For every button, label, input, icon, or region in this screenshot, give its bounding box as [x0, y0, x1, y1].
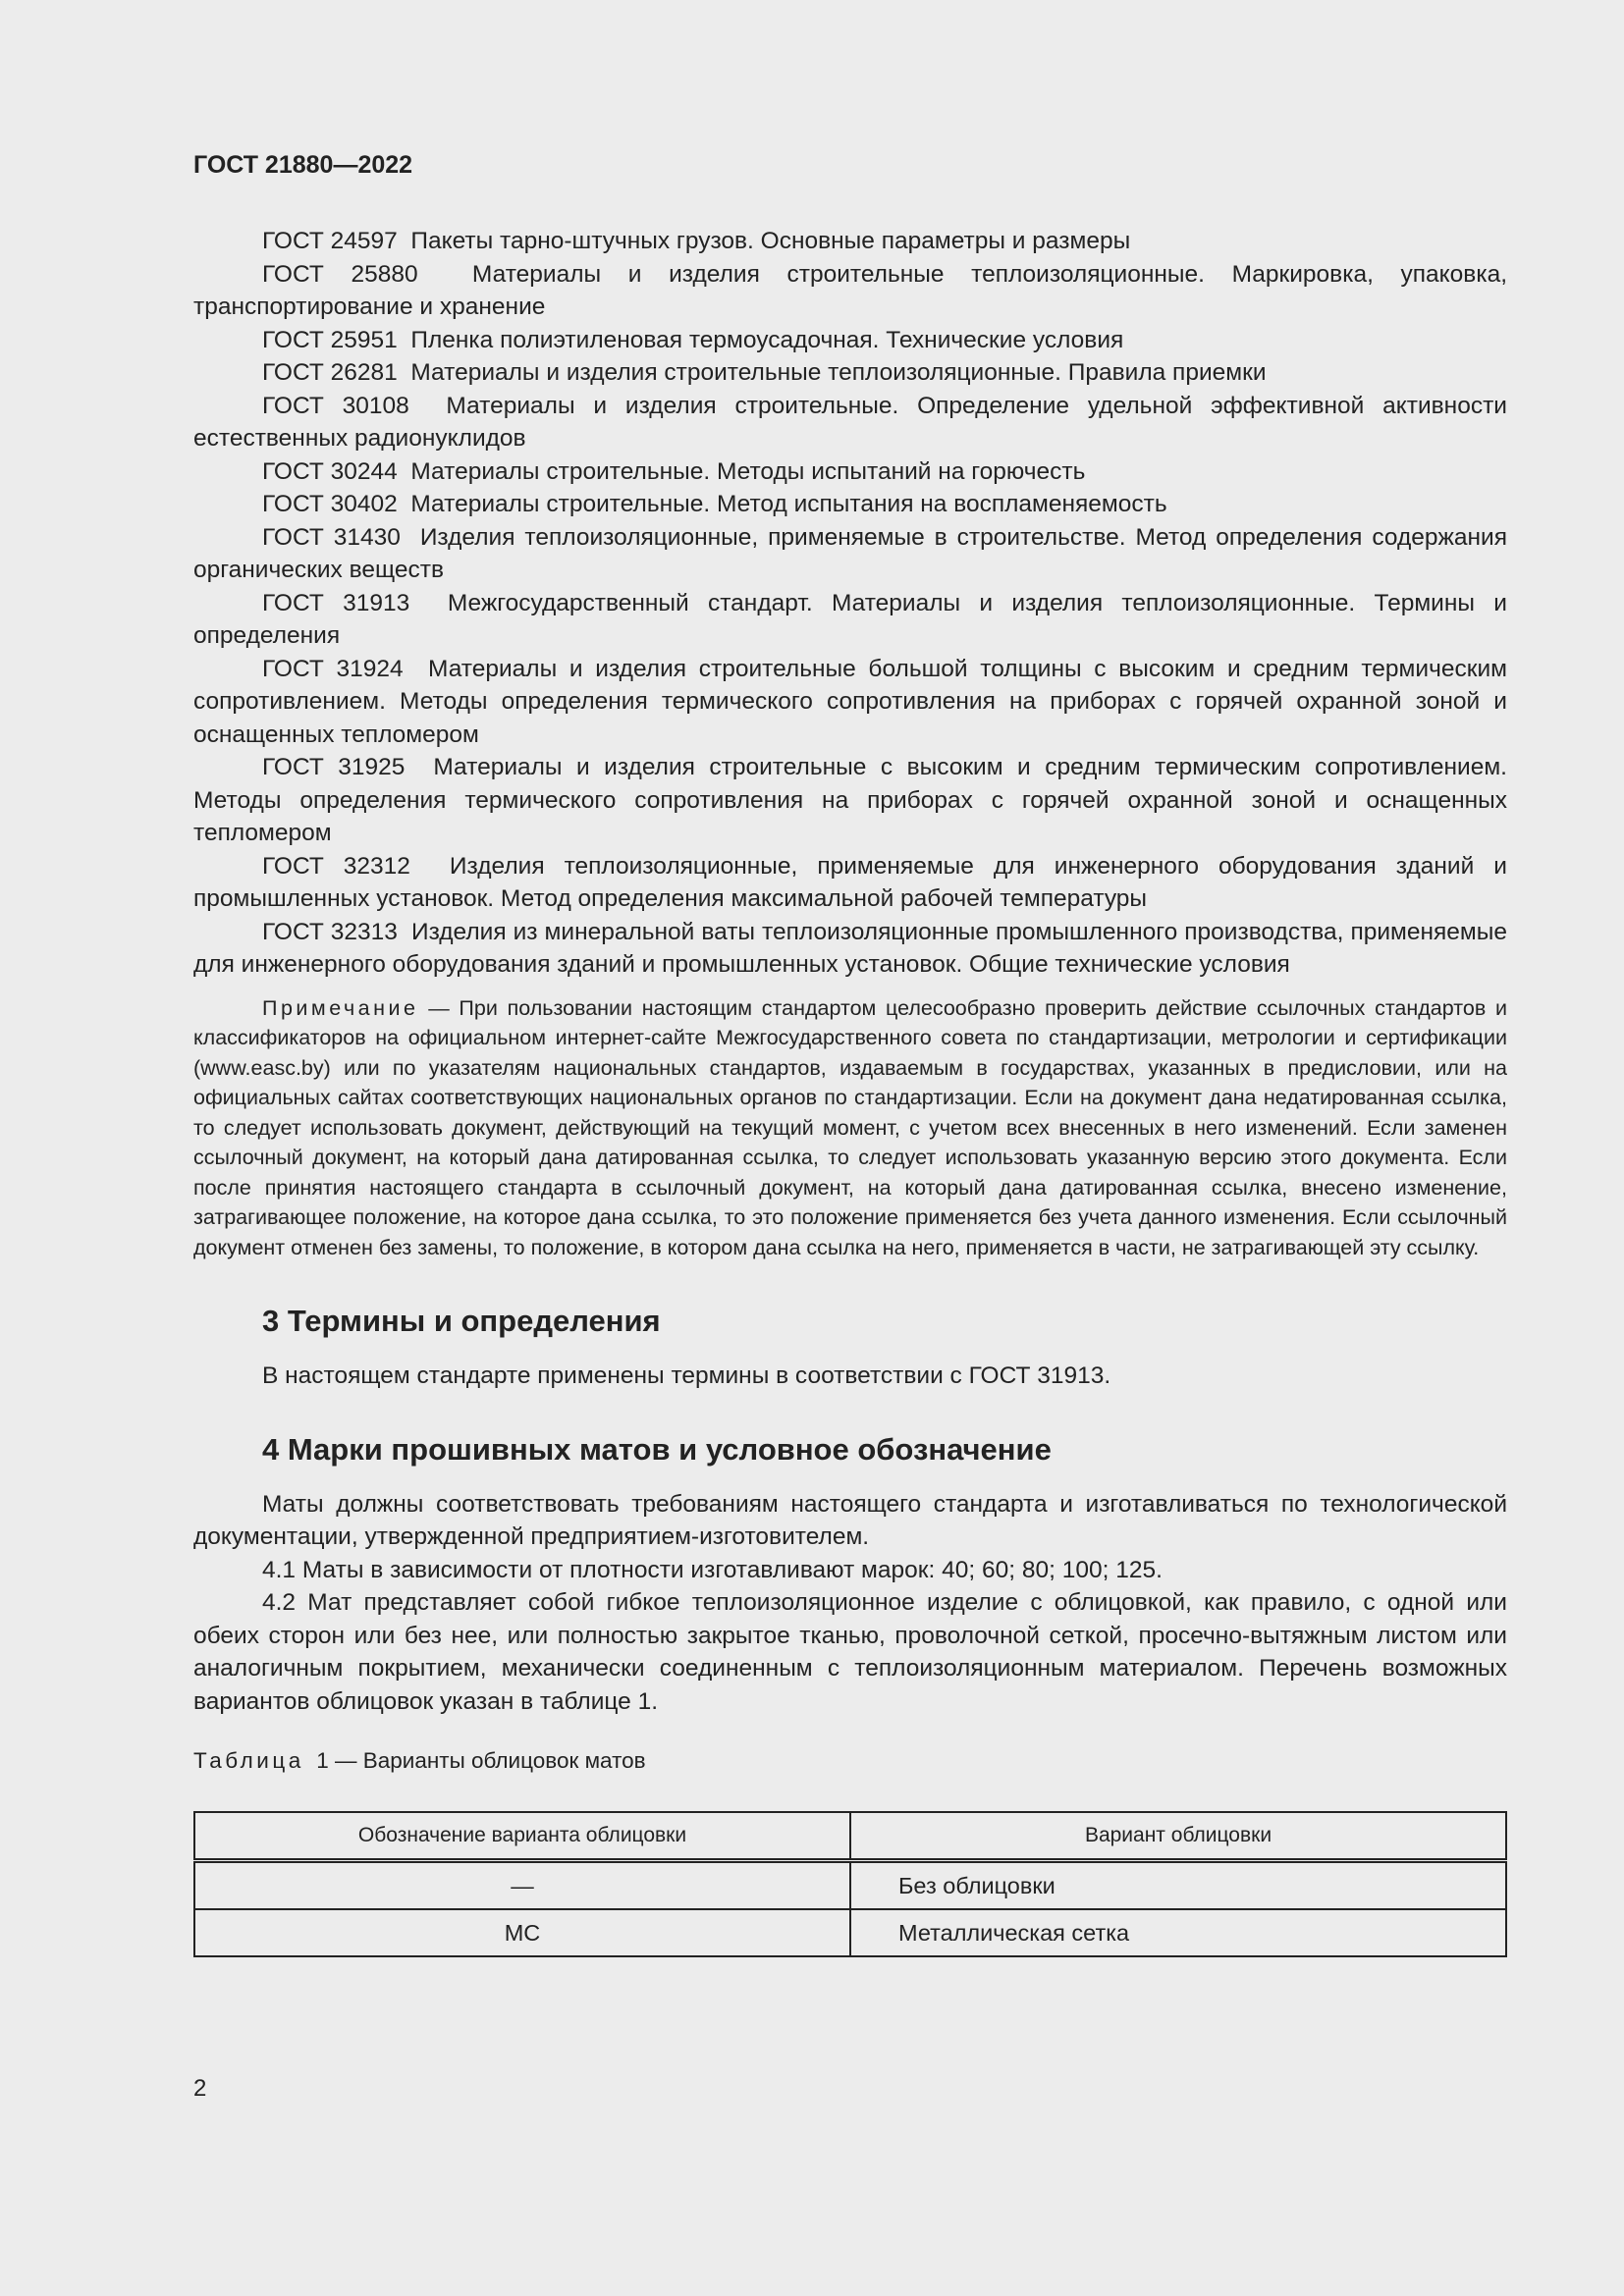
reference-title: Материалы и изделия строительные теплоизоляционные. Правила приемки [410, 359, 1267, 386]
table-cell-variant: Металлическая сетка [850, 1909, 1506, 1956]
section-3-text: В настоящем стандарте применены термины в соответствии с ГОСТ 31913. [262, 1362, 1111, 1389]
reference-item [193, 488, 1507, 521]
reference-code: ГОСТ 25951 [262, 326, 398, 353]
reference-title: Межгосударственный стандарт. Материалы и изделия теплоизоляционные. Термины и определения [193, 589, 1507, 649]
table-cell-code: — [194, 1861, 850, 1910]
table-header-cell: Вариант облицовки [850, 1812, 1506, 1861]
reference-title: Материалы и изделия строительные большой толщины с высоким и средним термическим сопротивлением. Методы определения термического сопротивления на приборах с горячей охранной зоной и оснащенных тепломером [193, 655, 1507, 748]
reference-code: ГОСТ 32313 [262, 918, 398, 945]
reference-title: Пленка полиэтиленовая термоусадочная. Технические условия [410, 326, 1124, 353]
reference-code: ГОСТ 24597 [262, 228, 398, 254]
reference-item [193, 751, 1507, 850]
table-cell-code: МС [194, 1909, 850, 1956]
reference-code: ГОСТ 30244 [262, 457, 398, 485]
reference-code: ГОСТ 31430 [262, 523, 401, 551]
reference-item [193, 390, 1507, 455]
page-number: 2 [193, 2075, 207, 2102]
reference-item [193, 916, 1507, 982]
reference-code: ГОСТ 25880 [262, 260, 418, 288]
reference-item [193, 455, 1507, 489]
reference-item [193, 356, 1507, 390]
reference-title: Материалы и изделия строительные теплоизоляционные. Маркировка, упаковка, транспортирование и хранение [193, 260, 1508, 320]
table-header-row [194, 1812, 1506, 1861]
reference-title: Материалы строительные. Метод испытания на воспламеняемость [410, 491, 1167, 517]
reference-item [193, 324, 1507, 357]
reference-code: ГОСТ 30402 [262, 491, 398, 517]
reference-code: ГОСТ 31925 [262, 754, 406, 780]
reference-title: Пакеты тарно-штучных грузов. Основные параметры и размеры [410, 228, 1131, 254]
note-text: — При пользовании настоящим стандартом целесообразно проверить действие ссылочных стандартов и классификаторов на официальном интернет-сайте Межгосударственного совета по стандартизации, метрологии и сертификации (www.easc.by) или по указателям национальных стандартов, издаваемым в государствах, указанных в предисловии, или на официальных сайтах соответствующих национальных органов по стандартизации. Если на документ дана недатированная ссылка, то следует использовать документ, действующий на текущий момент, с учетом всех внесенных в него изменений. Если заменен ссылочный документ, на который дана датированная ссылка, то следует использовать указанную версию этого документа. Если после принятия настоящего стандарта в ссылочный документ, на который дана датированная ссылка, внесено изменение, затрагивающее положение, на которое дана ссылка, то это положение применяется без учета данного изменения. Если ссылочный документ отменен без замены, то положение, в котором дана ссылка на него, применяется в части, не затрагивающей эту ссылку. [193, 995, 1507, 1259]
reference-item [193, 225, 1507, 258]
section-3-title: 3 Термины и определения [262, 1304, 661, 1338]
reference-title: Изделия из минеральной ваты теплоизоляционные промышленного производства, применяемые для инженерного оборудования зданий и промышленных установок. Общие технические условия [193, 918, 1508, 978]
section-4-2-paragraph: 4.2 Мат представляет собой гибкое теплоизоляционное изделие с облицовкой, как правило, с одной или обеих сторон или без нее, или полностью закрытое тканью, проволочной сеткой, просечно-вытяжным листом или аналогичным покрытием, механически соединенным с теплоизоляционным материалом. Перечень возможных вариантов облицовок указан в таблице 1. [193, 1589, 1507, 1715]
reference-item [193, 521, 1507, 587]
reference-code: ГОСТ 31913 [262, 589, 410, 616]
section-4-paragraph: Маты должны соответствовать требованиям настоящего стандарта и изготавливаться по технологической документации, утвержденной предприятием-изготовителем. [193, 1490, 1507, 1550]
table-header-cell: Обозначение варианта облицовки [194, 1812, 850, 1861]
section-4-1-paragraph: 4.1 Маты в зависимости от плотности изготавливают марок: 40; 60; 80; 100; 125. [262, 1556, 1163, 1583]
table-row [194, 1909, 1506, 1956]
note-paragraph [193, 993, 1507, 1263]
reference-code: ГОСТ 30108 [262, 392, 409, 419]
table-caption-text: 1 — Варианты облицовок матов [316, 1748, 646, 1773]
reference-code: ГОСТ 32312 [262, 852, 410, 880]
reference-title: Изделия теплоизоляционные, применяемые в строительстве. Метод определения содержания органических веществ [193, 523, 1507, 583]
reference-title: Изделия теплоизоляционные, применяемые для инженерного оборудования зданий и промышленных установок. Метод определения максимальной рабочей температуры [193, 852, 1507, 912]
reference-item [193, 258, 1507, 324]
note-label: Примечание [262, 995, 419, 1020]
normative-references-list [193, 225, 1507, 982]
reference-code: ГОСТ 31924 [262, 655, 404, 682]
reference-title: Материалы и изделия строительные. Определение удельной эффективной активности естественных радионуклидов [193, 392, 1507, 452]
table-1-caption [193, 1745, 1507, 1777]
table-1 [193, 1811, 1507, 1957]
reference-code: ГОСТ 26281 [262, 359, 398, 386]
reference-title: Материалы строительные. Методы испытаний на горючесть [410, 457, 1086, 485]
reference-title: Материалы и изделия строительные с высоким и средним термическим сопротивлением. Методы определения термического сопротивления на приборах с горячей охранной зоной и оснащенных тепломером [193, 754, 1507, 846]
table-cell-variant: Без облицовки [850, 1861, 1506, 1910]
reference-item [193, 850, 1507, 916]
table-caption-label: Таблица [193, 1748, 304, 1773]
table-row [194, 1861, 1506, 1910]
section-4-title: 4 Марки прошивных матов и условное обозначение [262, 1431, 1052, 1467]
reference-item [193, 653, 1507, 752]
document-page [193, 147, 1507, 1957]
document-header-code: ГОСТ 21880—2022 [193, 151, 413, 179]
reference-item [193, 587, 1507, 653]
